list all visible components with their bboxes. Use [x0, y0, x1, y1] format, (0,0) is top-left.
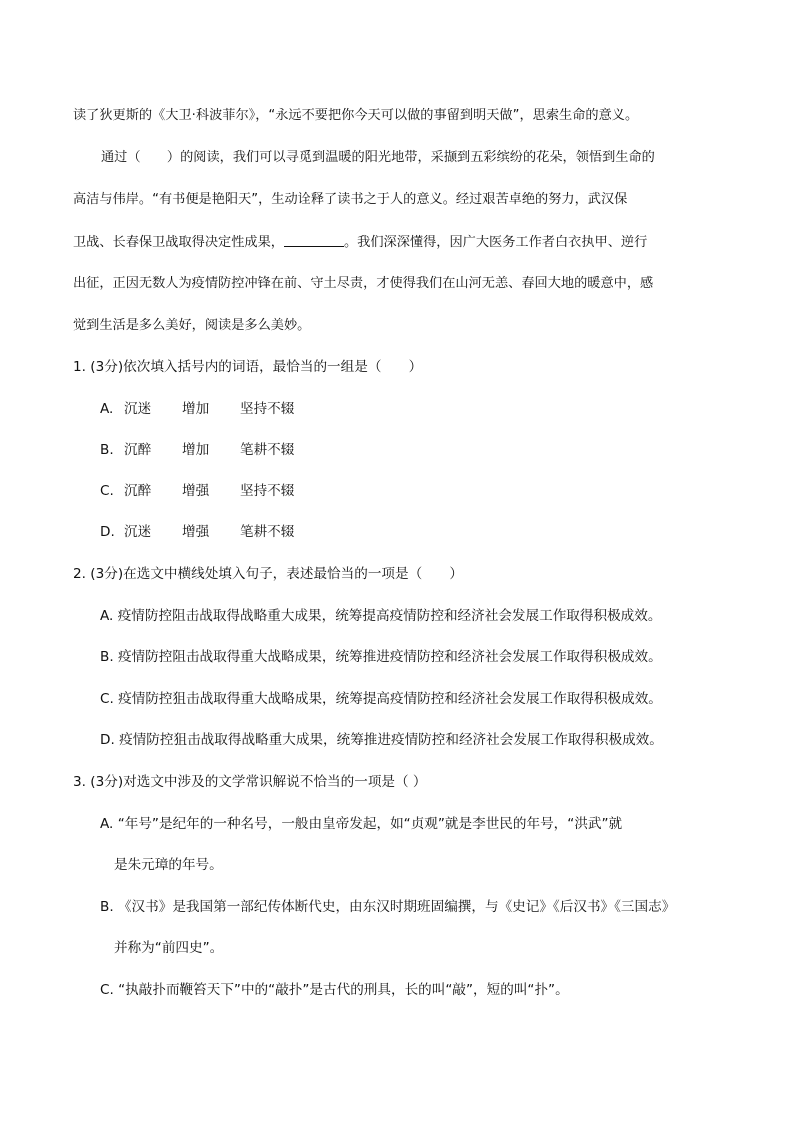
fill-blank	[284, 234, 344, 247]
passage-line-3: 高洁与伟岸。“有书便是艳阳天”，生动诠释了读书之于人的意义。经过艰苦卓绝的努力，武汉保	[73, 192, 628, 207]
q2-option-b[interactable]: B. 疫情防控阻击战取得重大战略成果，统筹推进疫情防控和经济社会发展工作取得积极成效。	[100, 649, 662, 665]
passage-line-6: 觉到生活是多么美好，阅读是多么美妙。	[73, 318, 311, 333]
question-1-stem: 1. (3分)依次填入括号内的词语，最恰当的一组是（ ）	[73, 359, 423, 375]
passage-line-4-pre: 卫战、长春保卫战取得决定性成果，	[73, 235, 284, 250]
question-3-stem: 3. (3分)对选文中涉及的文学常识解说不恰当的一项是（ ）	[73, 774, 427, 790]
q2-option-c[interactable]: C. 疫情防控狙击战取得重大战略成果，统筹提高疫情防控和经济社会发展工作取得积极成效。	[100, 691, 662, 707]
q3-option-a-line-2: 是朱元璋的年号。	[114, 857, 223, 873]
question-2-stem: 2. (3分)在选文中横线处填入句子，表述最恰当的一项是（ ）	[73, 566, 463, 582]
q3-option-b-line-1[interactable]: B. 《汉书》是我国第一部纪传体断代史，由东汉时期班固编撰，与《史记》《后汉书》《三国志》	[100, 899, 676, 915]
q1-option-b[interactable]: B. 沉醉 增加 笔耕不辍	[100, 442, 295, 458]
q3-option-c-line-1[interactable]: C. “执敲扑而鞭笞天下”中的“敲扑”是古代的刑具，长的叫“敲”，短的叫“扑”。	[100, 982, 569, 998]
q2-option-d[interactable]: D. 疫情防控狙击战取得战略重大成果，统筹推进疫情防控和经济社会发展工作取得积极成效。	[100, 732, 663, 748]
q1-option-c[interactable]: C. 沉醉 增强 坚持不辍	[100, 483, 295, 499]
passage-line-2: 通过（ ）的阅读，我们可以寻觅到温暖的阳光地带，采撷到五彩缤纷的花朵，领悟到生命的	[101, 150, 655, 165]
q1-option-a[interactable]: A. 沉迷 增加 坚持不辍	[100, 401, 295, 417]
q3-option-b-line-2: 并称为“前四史”。	[114, 940, 224, 956]
passage-line-4-post: 。我们深深懂得，因广大医务工作者白衣执甲、逆行	[344, 235, 648, 250]
passage-line-1: 读了狄更斯的《大卫·科波菲尔》，“永远不要把你今天可以做的事留到明天做”，思索生命的意义。	[73, 108, 639, 123]
passage-line-4	[73, 234, 647, 251]
passage-line-5: 出征，正因无数人为疫情防控冲锋在前、守土尽责，才使得我们在山河无恙、春回大地的暖意中，感	[73, 276, 654, 291]
q3-option-a-line-1[interactable]: A. “年号”是纪年的一种名号，一般由皇帝发起，如“贞观”就是李世民的年号，“洪武”就	[100, 816, 623, 832]
q2-option-a[interactable]: A. 疫情防控阻击战取得战略重大成果，统筹提高疫情防控和经济社会发展工作取得积极成效。	[100, 608, 662, 624]
q1-option-d[interactable]: D. 沉迷 增强 笔耕不辍	[100, 524, 295, 540]
